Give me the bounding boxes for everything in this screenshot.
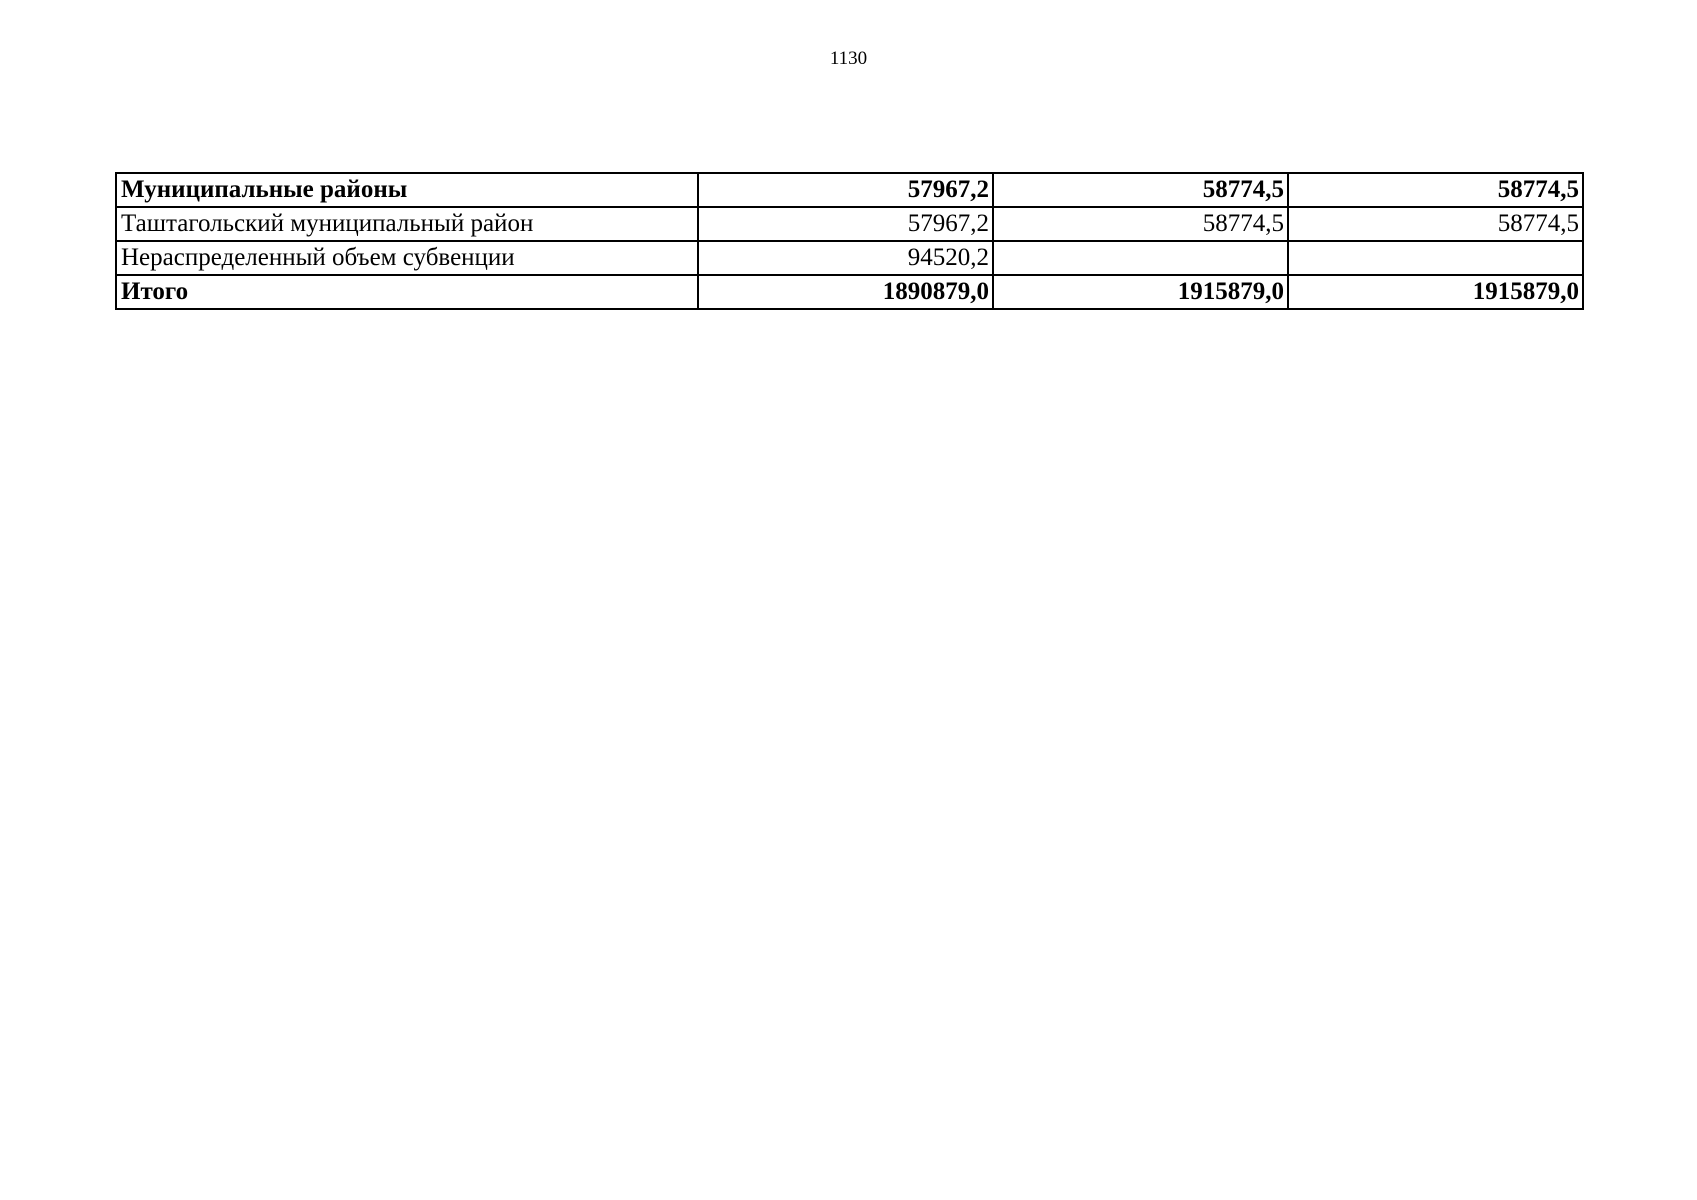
value-col-3 [1288,241,1583,275]
value-col-2 [993,241,1288,275]
value-col-2: 58774,5 [993,173,1288,207]
value-col-1: 94520,2 [698,241,993,275]
table-row-undistributed-subvention [116,241,1583,275]
subvention-table [115,172,1584,310]
value-col-1: 57967,2 [698,173,993,207]
table-row-total [116,275,1583,309]
value-col-2: 58774,5 [993,207,1288,241]
row-label: Муниципальные районы [116,173,698,207]
row-label: Нераспределенный объем субвенции [116,241,698,275]
value-col-3: 1915879,0 [1288,275,1583,309]
table-row-municipal-districts [116,173,1583,207]
value-col-2: 1915879,0 [993,275,1288,309]
row-label: Итого [116,275,698,309]
table-row-tashtagol-district [116,207,1583,241]
value-col-1: 1890879,0 [698,275,993,309]
row-label: Таштагольский муниципальный район [116,207,698,241]
value-col-1: 57967,2 [698,207,993,241]
value-col-3: 58774,5 [1288,207,1583,241]
page-number: 1130 [829,48,868,69]
value-col-3: 58774,5 [1288,173,1583,207]
